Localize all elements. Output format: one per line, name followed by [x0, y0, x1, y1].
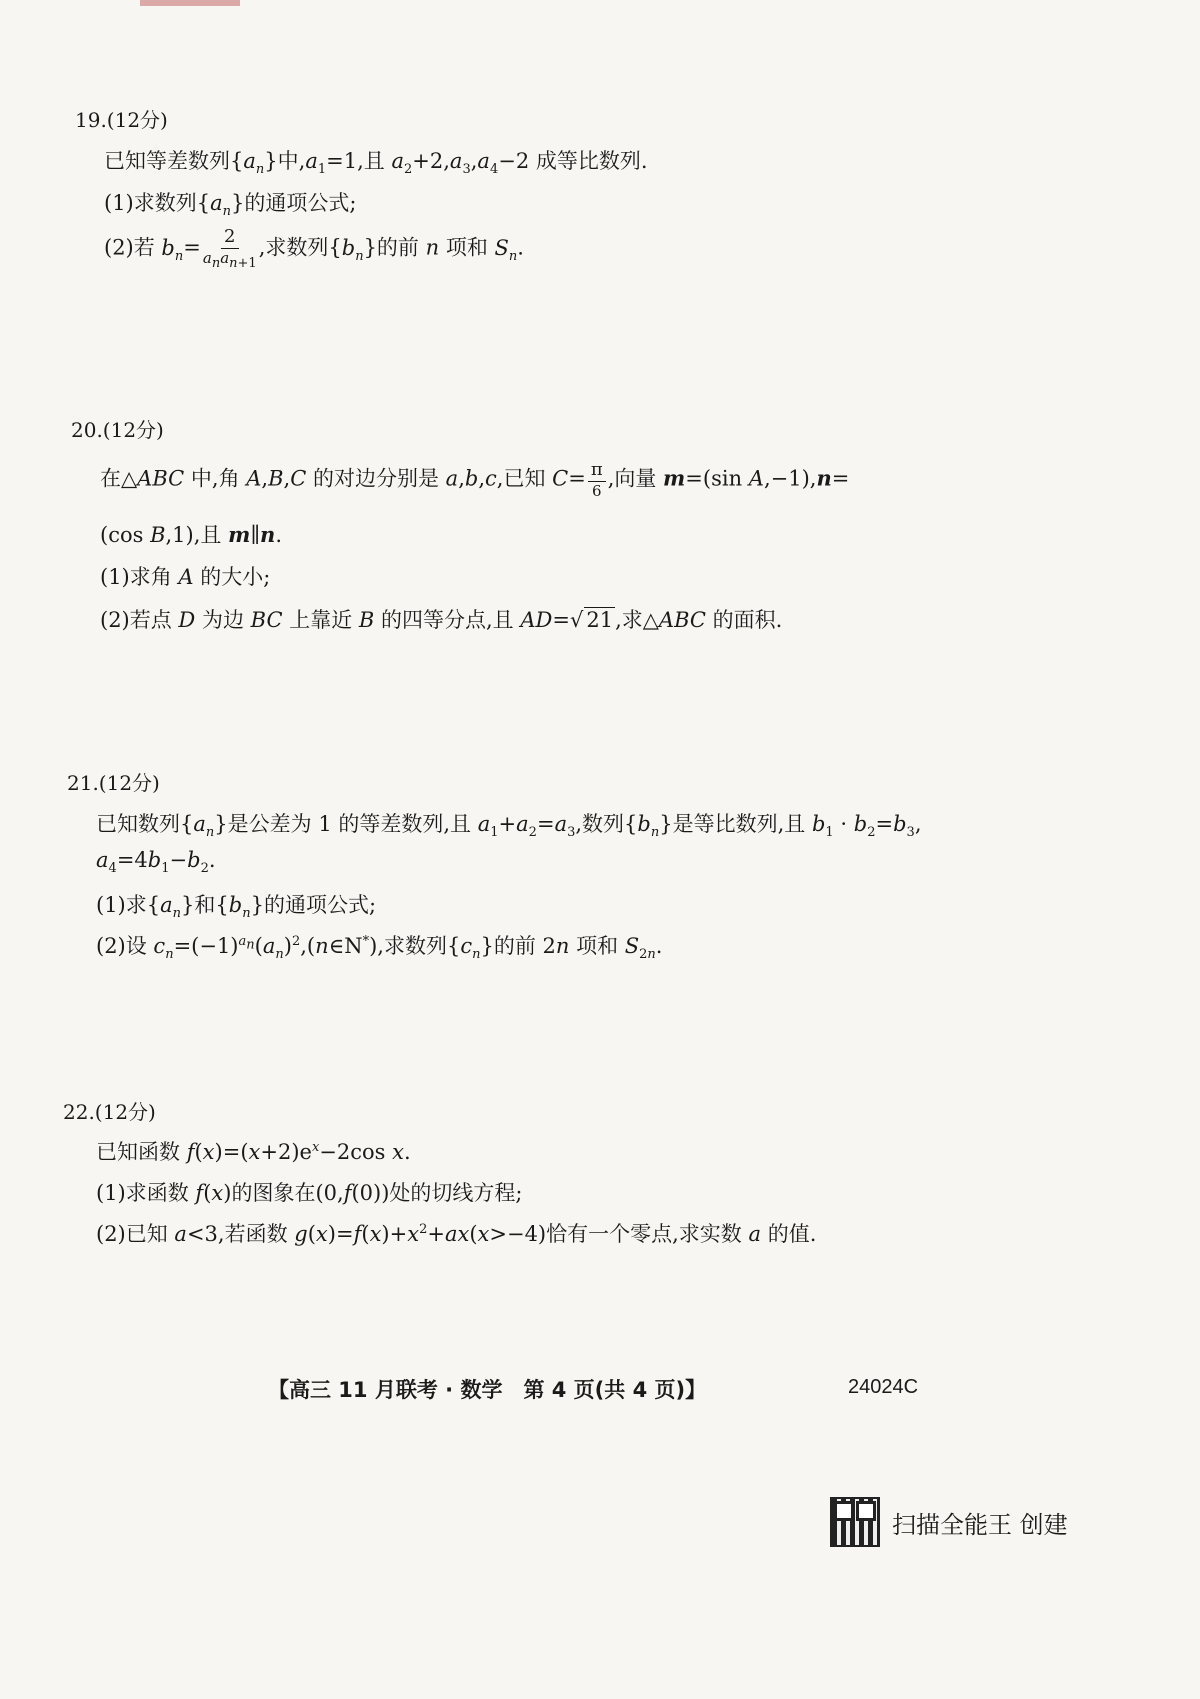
question-21-statement-line-2: $a_4=4b_1-b_2$. — [96, 848, 216, 877]
question-22-header: 22.(12分) — [63, 1100, 156, 1124]
question-20-header: 20.(12分) — [71, 418, 164, 442]
question-19-header: 19.(12分) — [75, 108, 168, 132]
scanner-watermark-text: 扫描全能王 创建 — [892, 1510, 1068, 1539]
question-21-part-1: (1)求$\{a_n\}$和$\{b_n\}$的通项公式; — [96, 893, 377, 922]
fraction: $\frac{\pi}{6}$ — [588, 461, 606, 499]
question-21-statement-line-1: 已知数列$\{a_n\}$是公差为 1 的等差数列,且 $a_1+a_2=a_3$,数列$\{b_n\}$是等比数列,且 $b_1 \cdot b_2=b_3$, — [96, 812, 922, 841]
question-20-part-2: (2)若点 D 为边 BC 上靠近 B 的四等分点,且 AD=√ 21,求△ABC 的面积. — [100, 608, 783, 632]
question-20-statement-line-2: (cos B,1),且 m∥n. — [100, 522, 282, 547]
question-19-part-2: (2)若 $b_n=$ $\frac{2}{a_na_{n+1}}$ ,求数列$\{b_n\}$的前 n 项和 $S_n$. — [104, 226, 524, 271]
question-19-statement: 已知等差数列$\{a_n\}$中$,a_1=1$,且 $a_2+2,a_3,a_4-2$ 成等比数列. — [104, 149, 648, 178]
question-22-statement: 已知函数 $f(x)=(x+2)e^x-2\cos$ x. — [96, 1140, 411, 1164]
page-footer: 【高三 11 月联考 · 数学 第 4 页(共 4 页)】 — [268, 1378, 707, 1402]
square-root: 21 — [586, 608, 614, 632]
exam-code: 24024C — [848, 1376, 919, 1398]
question-20-statement-line-1: 在△ABC 中,角 A,B,C 的对边分别是 a,b,c,已知 C= $\frac{\pi}{6}$ ,向量 m=(sin A,−1),n= — [100, 459, 850, 500]
question-22-part-2: (2)已知 a<3,若函数 $g(x)=f(x)+x^2+ax(x>-4)$恰有一个零点,求实数 a 的值. — [96, 1222, 817, 1246]
scanner-watermark — [830, 1497, 1068, 1547]
question-20-part-1: (1)求角 A 的大小; — [100, 565, 271, 589]
red-stamp-mark — [140, 0, 240, 6]
qr-code-icon — [830, 1497, 880, 1547]
question-19-part-1: (1)求数列$\{a_n\}$的通项公式; — [104, 191, 357, 220]
question-22-part-1: (1)求函数 f(x)的图象在(0,f(0))处的切线方程; — [96, 1181, 523, 1205]
fraction: $\frac{2}{a_na_{n+1}}$ — [202, 226, 257, 271]
question-21-part-2: (2)设 $c_n=(-1)^{a_n}(a_n)^2,(n\in N^*)$,求数列$\{c_n\}$的前 2n 项和 $S_{2n}$. — [96, 934, 663, 963]
question-21-header: 21.(12分) — [67, 771, 160, 795]
